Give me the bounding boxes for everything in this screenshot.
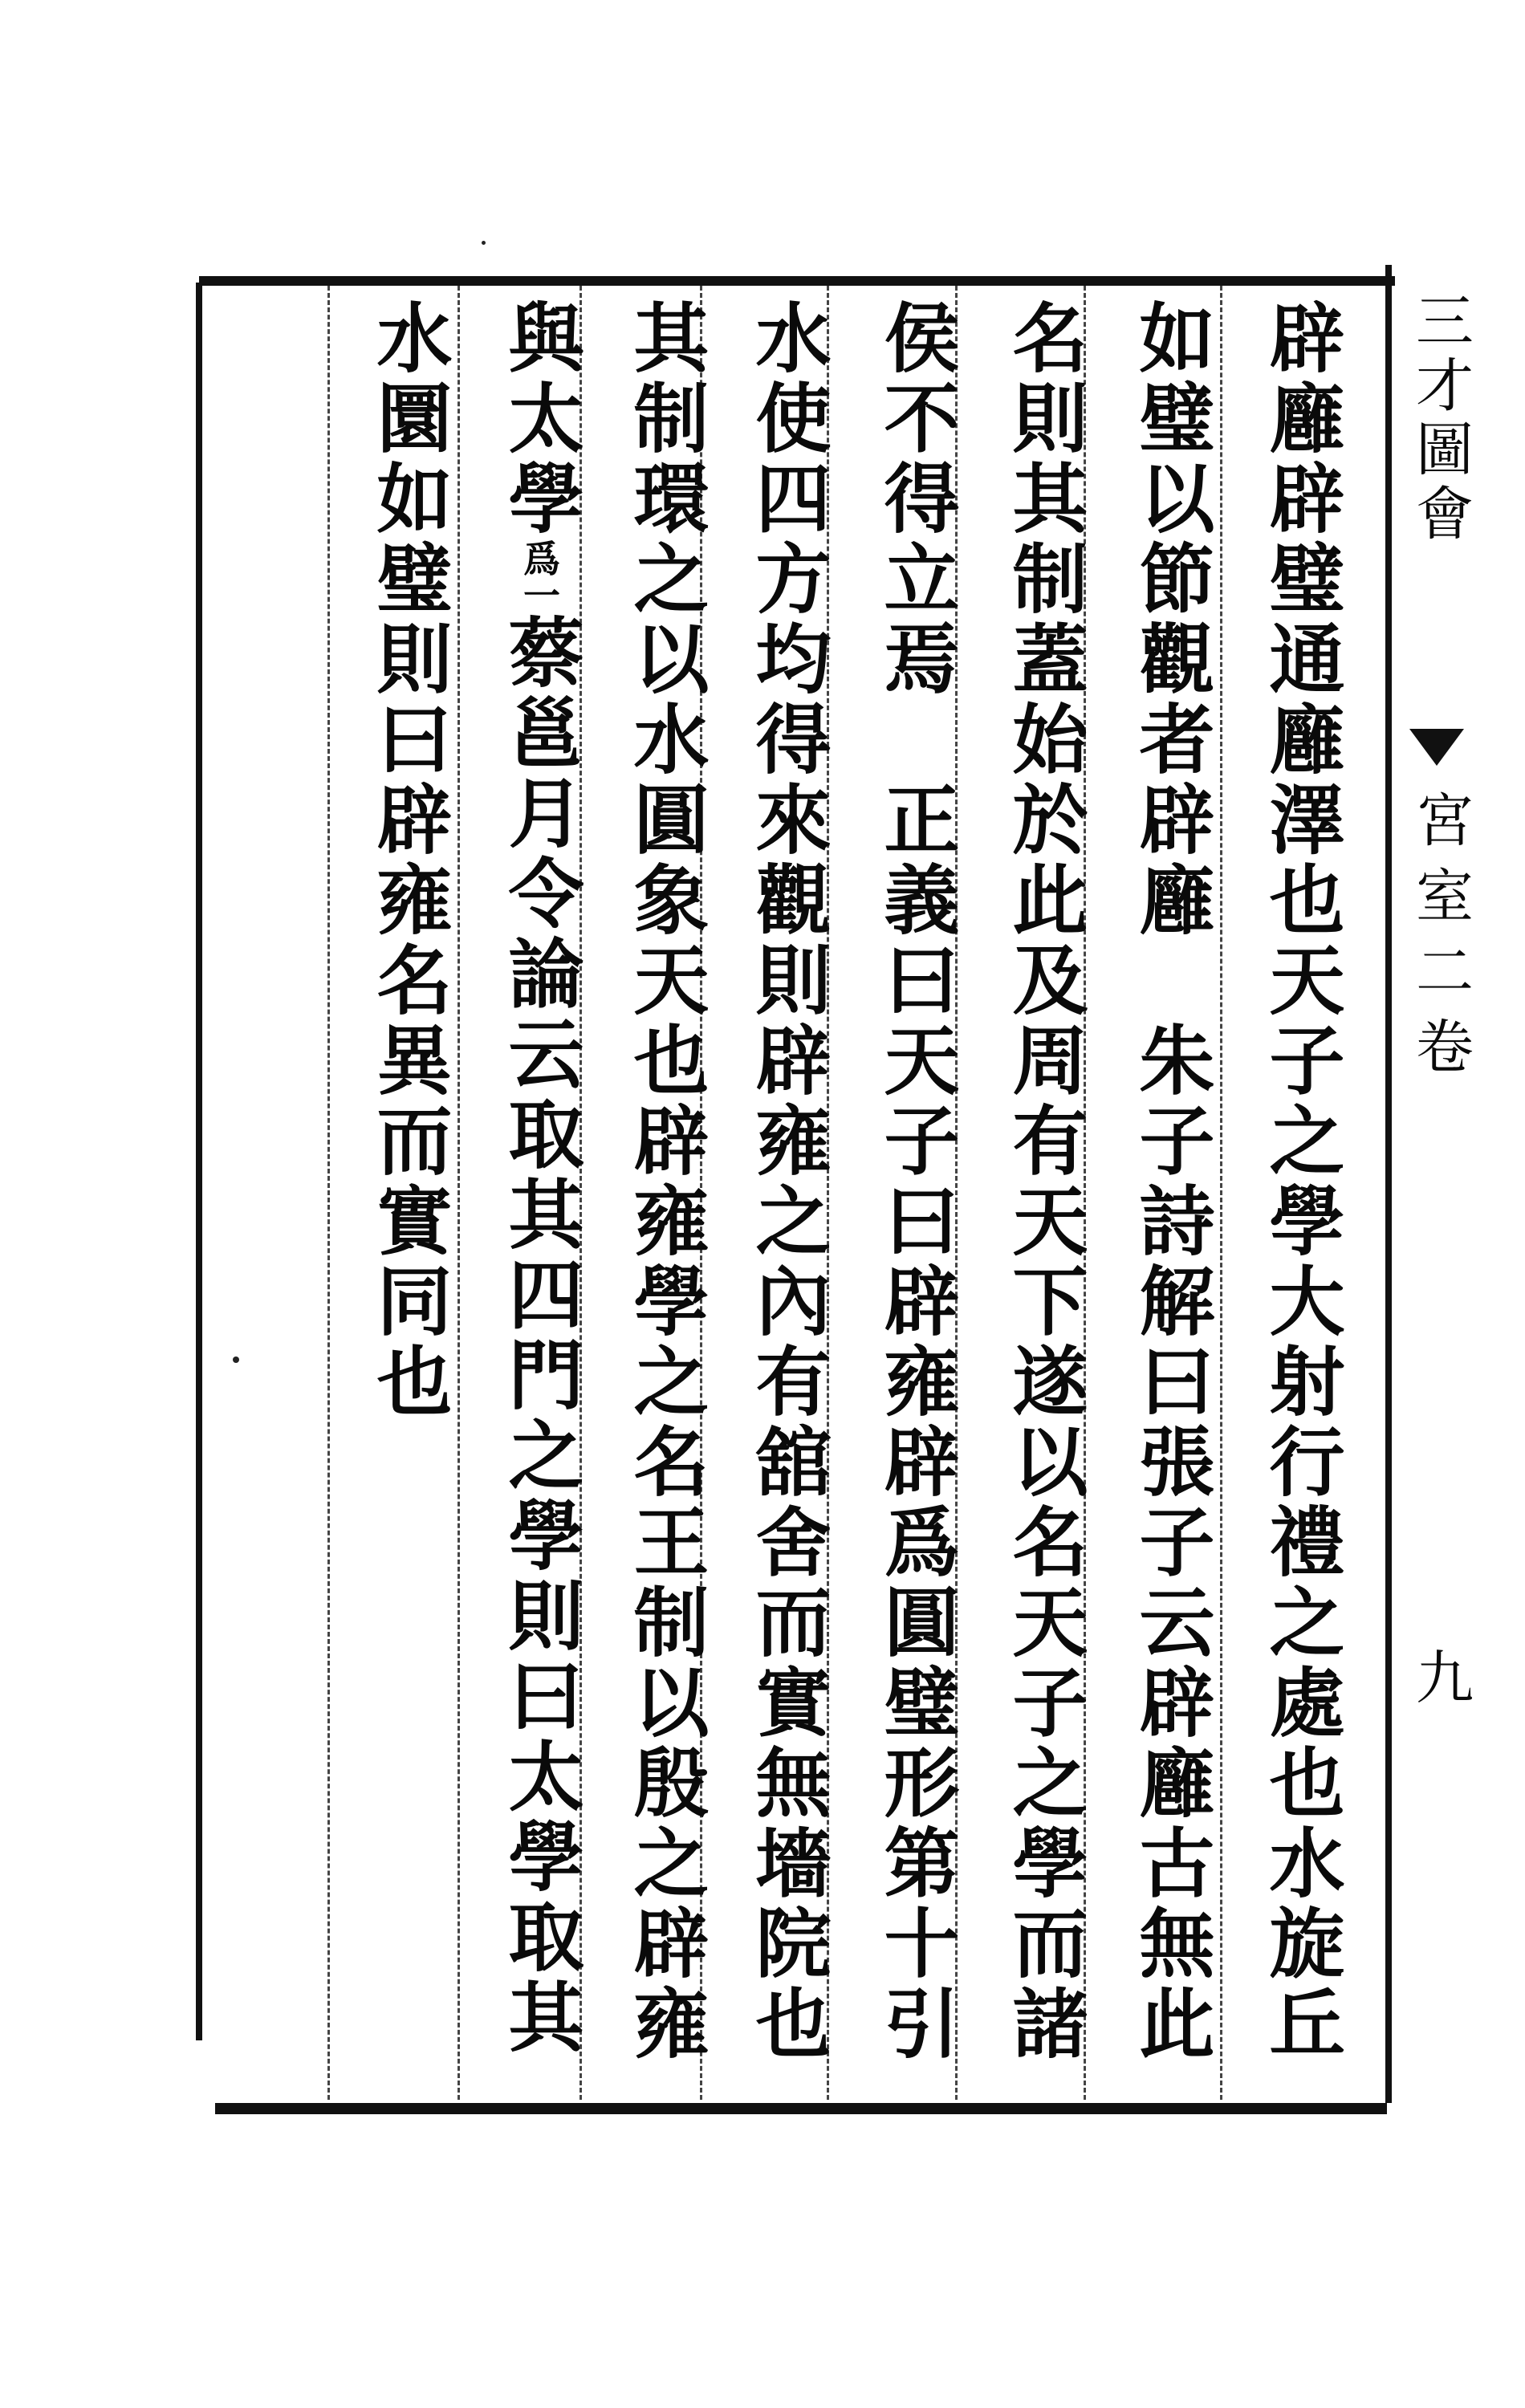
- ink-speck: [482, 241, 486, 245]
- text-column-1: [1252, 299, 1348, 2064]
- frame-top-rule: [199, 276, 1395, 286]
- text-segment: 如璧以節觀者辟廱 朱子詩解曰張子云辟廱古無此: [1126, 299, 1214, 2064]
- ink-speck: [233, 1357, 239, 1363]
- interlinear-note: 爲一: [518, 539, 561, 613]
- column-divider: [327, 286, 330, 2100]
- text-column-6: [616, 299, 713, 2064]
- column-divider: [458, 286, 460, 2100]
- text-column-7: [491, 299, 588, 2058]
- text-column-5: [738, 299, 835, 2064]
- text-segment: 蔡邕月令論云取其四門之學則曰太學取其: [495, 613, 584, 2058]
- text-segment: 辟廱辟璧通廱澤也天子之學大射行禮之處也水旋丘: [1256, 299, 1344, 2064]
- page-number: 九: [1406, 1647, 1474, 1705]
- text-column-4: [867, 299, 963, 2064]
- column-divider: [1220, 286, 1222, 2100]
- fish-tail-mark-icon: [1409, 729, 1464, 766]
- text-column-2: [1122, 299, 1218, 2064]
- book-title: 三才圖會: [1406, 291, 1474, 547]
- text-column-3: [995, 299, 1092, 2064]
- text-segment: 水圜如璧則曰辟雍名異而實同也: [364, 299, 452, 1422]
- text-segment: 水使四方均得來觀則辟雍之內有舘舍而實無墻院也: [742, 299, 831, 2064]
- page-margin-heading: [1398, 291, 1478, 2097]
- text-column-8: [360, 299, 456, 1422]
- frame-bottom-rule: [215, 2103, 1387, 2114]
- section-title: 宮室二卷: [1406, 790, 1474, 1092]
- text-segment: 名則其制蓋始於此及周有天下遂以名天子之學而諸: [999, 299, 1088, 2064]
- text-segment: 與太學: [495, 299, 584, 539]
- frame-right-rule: [1385, 265, 1392, 2103]
- text-segment: 侯不得立焉 正義曰天子曰辟雍辟爲圓璧形第十引: [871, 299, 959, 2064]
- text-segment: 其制環之以水圓象天也辟雍學之名王制以殷之辟雍: [620, 299, 709, 2064]
- frame-left-rule: [196, 283, 202, 2040]
